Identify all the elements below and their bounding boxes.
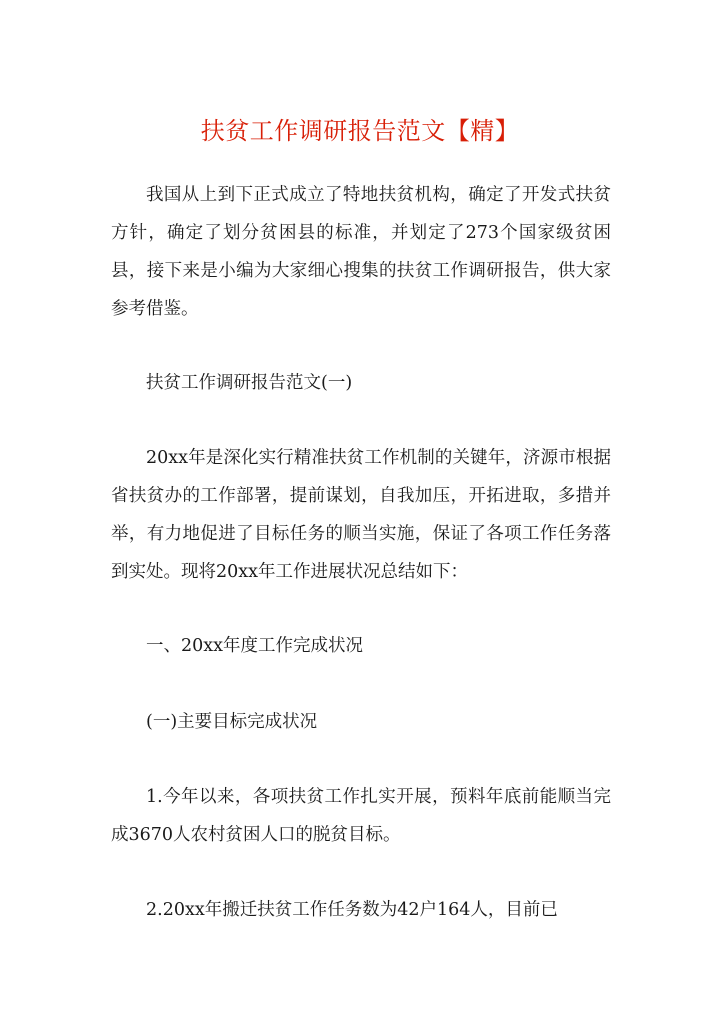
list-item: 2.20xx年搬迁扶贫工作任务数为42户164人，目前已 (146, 900, 558, 920)
subsection-heading: (一)主要目标完成状况 (146, 712, 318, 732)
intro-paragraph: 我国从上到下正式成立了特地扶贫机构，确定了开发式扶贫方针，确定了划分贫困县的标准，并划定了273个国家级贫困县，接下来是小编为大家细心搜集的扶贫工作调研报告，供大家参考借鉴。 (111, 185, 611, 319)
list-item: 1.今年以来，各项扶贫工作扎实开展，预料年底前能顺当完成3670人农村贫困人口的脱贫目标。 (111, 787, 611, 845)
subsection-heading: 一、20xx年度工作完成状况 (146, 636, 364, 656)
section-heading: 扶贫工作调研报告范文(一) (146, 373, 353, 393)
body-paragraph: 20xx年是深化实行精准扶贫工作机制的关键年，济源市根据省扶贫办的工作部署，提前谋划，自我加压，开拓进取，多措并举，有力地促进了目标任务的顺当实施，保证了各项工作任务落到实处。现将20xx年工作进展状况总结如下： (111, 448, 611, 582)
document-title: 扶贫工作调研报告范文【精】 (200, 117, 520, 145)
